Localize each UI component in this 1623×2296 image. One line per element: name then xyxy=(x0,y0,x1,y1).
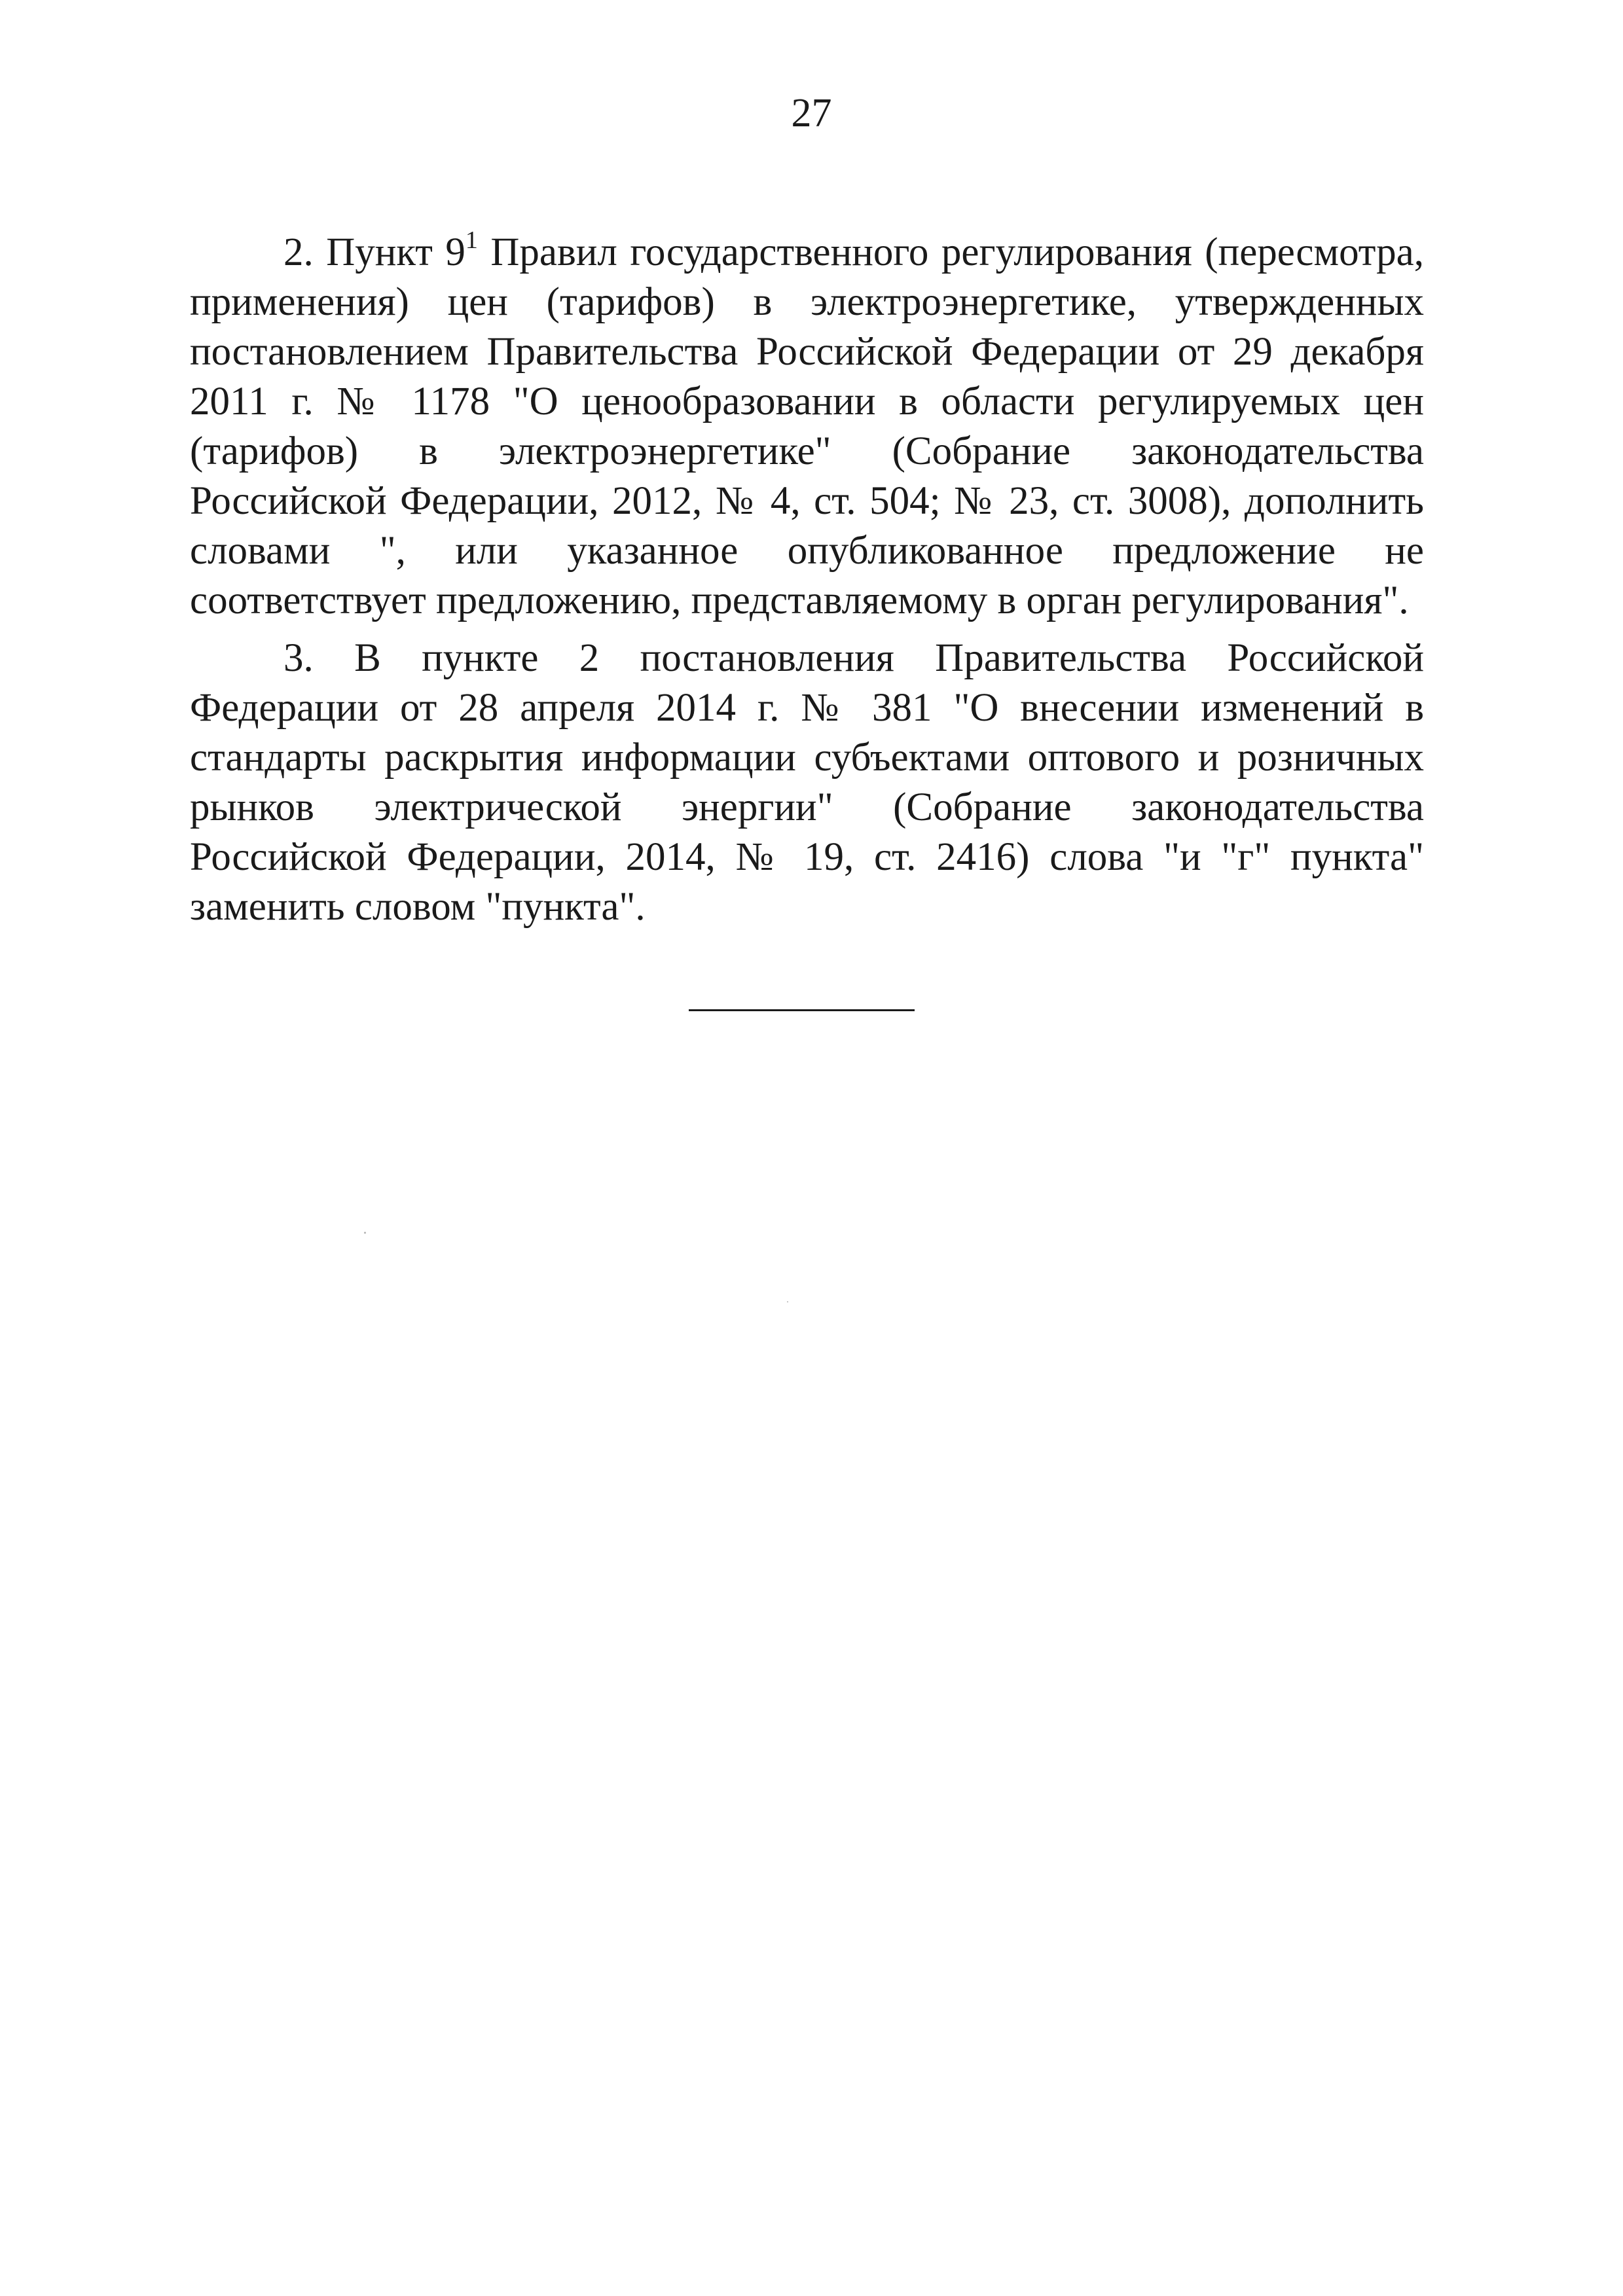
paragraph-3 xyxy=(190,634,1424,932)
scan-speck xyxy=(787,1301,788,1302)
paragraph-number: 3. xyxy=(283,636,314,680)
paragraph-text: В пункте 2 постановления Правительства Российской Федерации от 28 апреля 2014 г. № 381 "О внесении изменений в стандарты раскрытия информации субъектами оптового и розничных рынков электрической энергии" (Собрание законодательства Российской Федерации, 2014, № 19, ст. 2416) слова "и "г" пункта" заменить словом "пункта". xyxy=(190,636,1424,929)
page-number: 27 xyxy=(791,91,832,135)
paragraph-2 xyxy=(190,228,1424,626)
end-of-text-divider xyxy=(689,1009,915,1011)
scan-speck xyxy=(364,1232,366,1234)
document-body xyxy=(190,228,1424,932)
paragraph-lead: Пункт 9 xyxy=(326,230,465,274)
paragraph-text: Правил государственного регулирования (пересмотра, применения) цен (тарифов) в электроэнергетике, утвержденных постановлением Правительства Российской Федерации от 29 декабря 2011 г. № 1178 "О ценообразовании в области регулируемых цен (тарифов) в электроэнергетике" (Собрание законодательства Российской Федерации, 2012, № 4, ст. 504; № 23, ст. 3008), дополнить словами ", или указанное опубликованное предложение не соответствует предложению, представляемому в орган регулирования". xyxy=(190,230,1424,622)
superscript-index: 1 xyxy=(465,226,478,254)
paragraph-number: 2. xyxy=(283,230,314,274)
